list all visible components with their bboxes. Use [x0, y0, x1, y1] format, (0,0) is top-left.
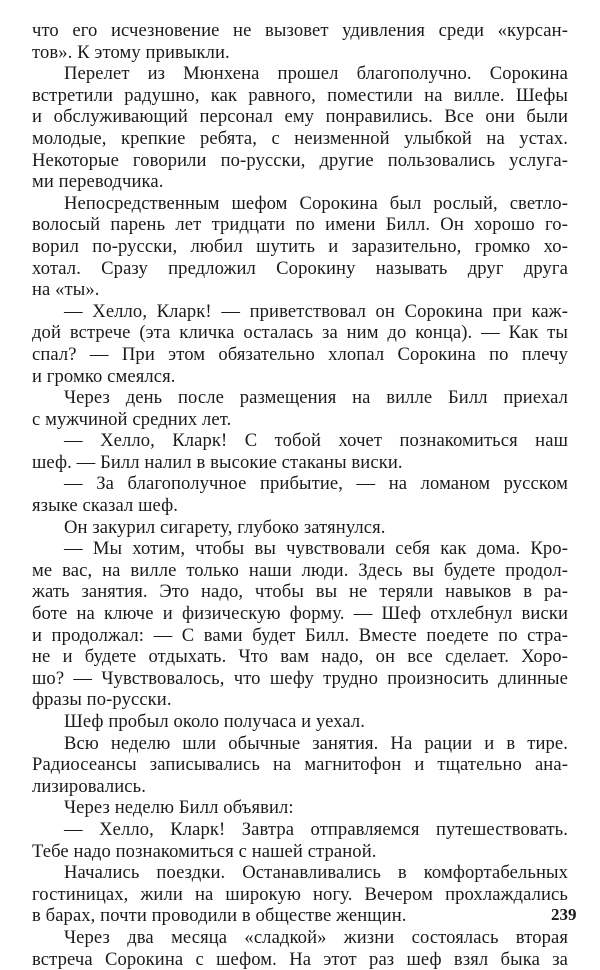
text-line: дой встрече (эта кличка осталась за ним до конца). — Как ты — [32, 322, 568, 344]
text-line: и продолжал: — С вами будет Билл. Вместе поедете по стра- — [32, 624, 568, 646]
page-number: 239 — [551, 905, 577, 924]
text-line: — Мы хотим, чтобы вы чувствовали себя как дома. Кро- — [64, 538, 568, 560]
text-line: Через неделю Билл объявил: — [64, 797, 294, 819]
text-line: Некоторые говорили по-русски, другие пользовались услуга- — [32, 149, 568, 171]
text-line: в барах, почти проводили в обществе женщин. — [32, 905, 407, 927]
text-line: Он закурил сигарету, глубоко затянулся. — [64, 516, 386, 538]
text-line: волосый парень лет тридцати по имени Билл. Он хорошо го- — [32, 214, 568, 236]
text-line: ворил по-русски, любил шутить и заразительно, громко хо- — [32, 235, 568, 257]
text-line: Через день после размещения на вилле Билл приехал — [64, 387, 568, 409]
text-line: не и будете отдыхать. Что вам надо, он все сделает. Хоро- — [32, 646, 568, 668]
text-line: лизировались. — [32, 775, 146, 797]
text-line: фразы по-русски. — [32, 689, 172, 711]
text-line: встретили радушно, как равного, поместили на вилле. Шефы — [32, 84, 568, 106]
text-line: шо? — Чувствовалось, что шефу трудно произносить длинные — [32, 667, 568, 689]
text-line: Непосредственным шефом Сорокина был рослый, светло- — [64, 192, 568, 214]
text-line: — За благополучное прибытие, — на ломаном русском — [64, 473, 568, 495]
book-page-text — [32, 20, 568, 970]
text-line: и громко смеялся. — [32, 365, 176, 387]
text-line: молодые, крепкие ребята, с неизменной улыбкой на устах. — [32, 127, 568, 149]
text-line: Шеф пробыл около получаса и уехал. — [64, 711, 366, 732]
text-line: Радиосеансы записывались на магнитофон и тщательно ана- — [32, 754, 568, 776]
text-line: боте на ключе и физическую форму. — Шеф отхлебнул виски — [32, 603, 568, 625]
text-line: встреча Сорокина с шефом. На этот раз шеф взял быка за — [32, 948, 568, 970]
text-line: языке сказал шеф. — [32, 495, 179, 517]
text-line: и обслуживающий персонал ему понравились. Все они были — [32, 106, 568, 128]
text-line: Тебе надо познакомиться с нашей страной. — [32, 840, 377, 862]
text-line: Через два месяца «сладкой» жизни состоялась вторая — [64, 926, 568, 948]
text-line: ме вас, на вилле только наши люди. Здесь вы будете продол- — [32, 559, 568, 581]
text-line: гостиницах, жили на широкую ногу. Вечером прохлаждались — [32, 883, 568, 905]
text-line: хотал. Сразу предложил Сорокину называть друг друга — [32, 257, 568, 279]
text-line: ми переводчика. — [32, 171, 164, 193]
text-line: спал? — При этом обязательно хлопал Сорокина по плечу — [32, 343, 568, 365]
text-line: — Хелло, Кларк! — приветствовал он Сорокина при каж- — [64, 300, 568, 322]
text-line: шеф. — Билл налил в высокие стаканы виски. — [32, 451, 403, 473]
text-line: что его исчезновение не вызовет удивления среди «курсан- — [32, 20, 568, 41]
text-line: — Хелло, Кларк! С тобой хочет познакомиться наш — [64, 430, 568, 452]
text-line: жать занятия. Это надо, чтобы вы не теряли навыков в ра- — [32, 581, 568, 603]
text-line: — Хелло, Кларк! Завтра отправляемся путешествовать. — [64, 818, 568, 840]
text-line: Всю неделю шли обычные занятия. На рации и в тире. — [64, 732, 568, 754]
text-line: тов». К этому привыкли. — [32, 41, 230, 63]
text-line: Начались поездки. Останавливались в комфортабельных — [64, 862, 568, 884]
text-line: с мужчиной средних лет. — [32, 408, 232, 430]
text-line: Перелет из Мюнхена прошел благополучно. Сорокина — [64, 63, 568, 85]
text-line: на «ты». — [32, 279, 100, 301]
